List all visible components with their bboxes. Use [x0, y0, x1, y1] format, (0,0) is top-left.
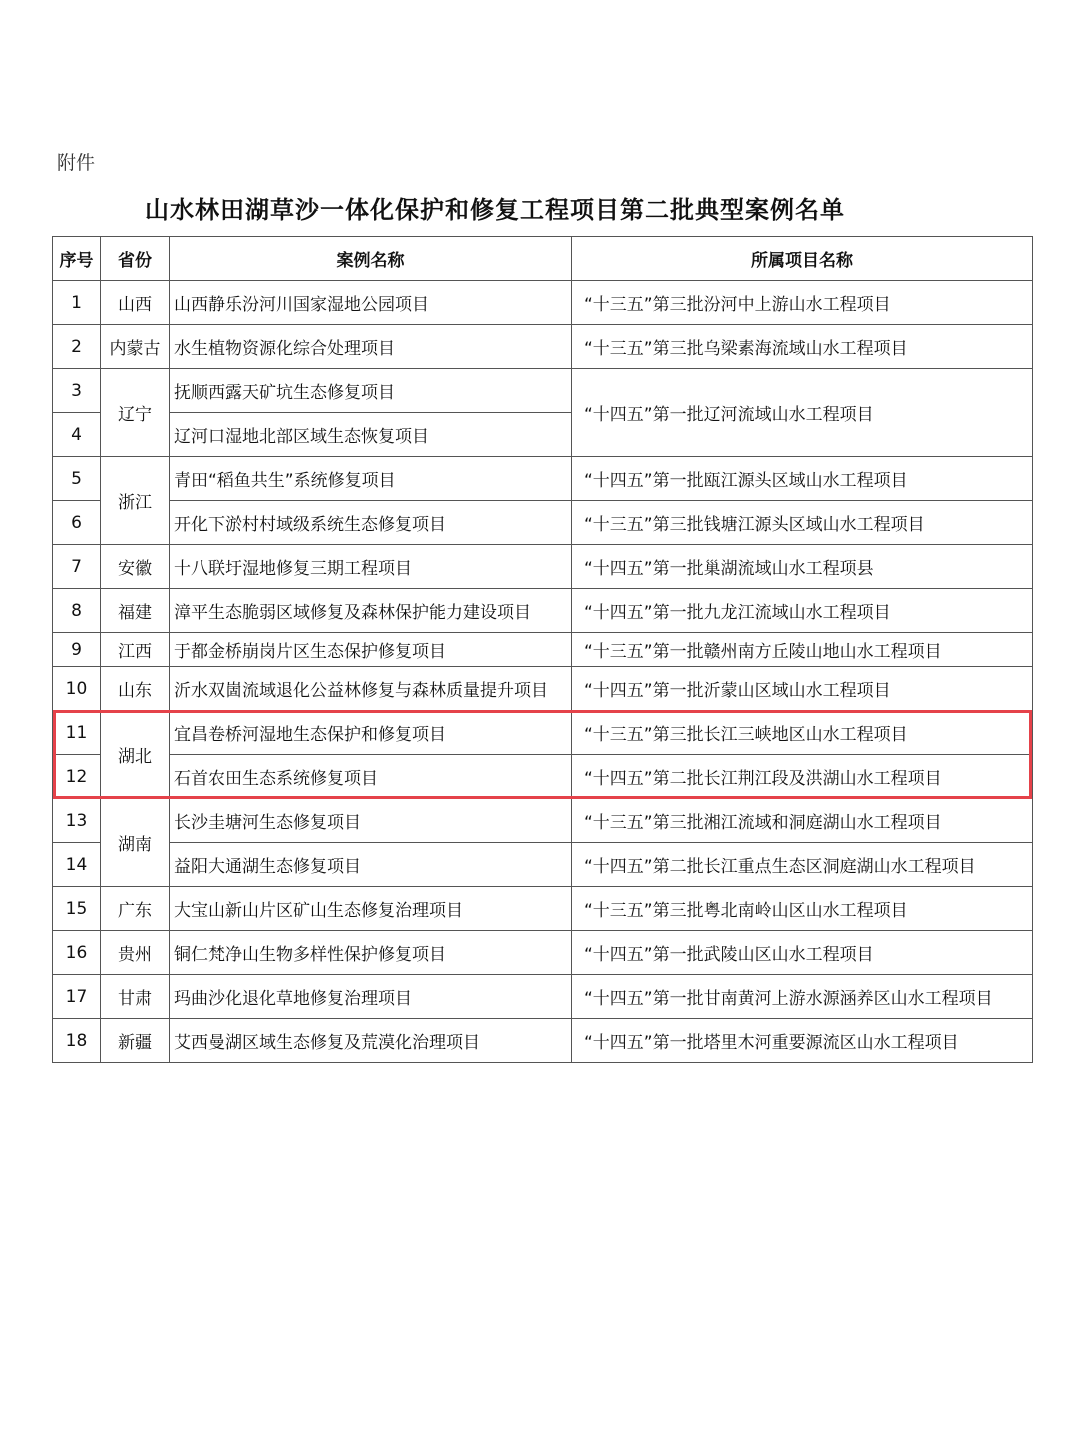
row-number: 3 — [53, 369, 101, 413]
row-project-name: “十四五”第一批塔里木河重要源流区山水工程项目 — [572, 1019, 1033, 1063]
table-row — [53, 281, 1033, 325]
row-province: 甘肃 — [101, 975, 170, 1019]
table-row — [53, 369, 1033, 413]
row-province: 山东 — [101, 667, 170, 711]
table-row — [53, 887, 1033, 931]
row-project-name: “十三五”第三批钱塘江源头区域山水工程项目 — [572, 501, 1033, 545]
row-province: 内蒙古 — [101, 325, 170, 369]
row-number: 16 — [53, 931, 101, 975]
row-province: 浙江 — [101, 457, 170, 545]
table-row — [53, 975, 1033, 1019]
row-case-name: 漳平生态脆弱区域修复及森林保护能力建设项目 — [170, 589, 572, 633]
table-row — [53, 1019, 1033, 1063]
table-row — [53, 545, 1033, 589]
row-number: 15 — [53, 887, 101, 931]
row-project-name: “十四五”第一批甘南黄河上游水源涵养区山水工程项目 — [572, 975, 1033, 1019]
table-row — [53, 589, 1033, 633]
row-number: 13 — [53, 799, 101, 843]
row-number: 1 — [53, 281, 101, 325]
row-province: 湖南 — [101, 799, 170, 887]
column-header-project: 所属项目名称 — [572, 237, 1033, 281]
row-province: 辽宁 — [101, 369, 170, 457]
row-project-name: “十三五”第三批汾河中上游山水工程项目 — [572, 281, 1033, 325]
row-number: 18 — [53, 1019, 101, 1063]
row-project-name: “十四五”第二批长江重点生态区洞庭湖山水工程项目 — [572, 843, 1033, 887]
row-project-name: “十四五”第一批九龙江流域山水工程项目 — [572, 589, 1033, 633]
column-header-province: 省份 — [101, 237, 170, 281]
row-number: 10 — [53, 667, 101, 711]
table-row — [53, 325, 1033, 369]
table-row — [53, 667, 1033, 711]
row-case-name: 沂水双崮流域退化公益林修复与森林质量提升项目 — [170, 667, 572, 711]
row-case-name: 大宝山新山片区矿山生态修复治理项目 — [170, 887, 572, 931]
row-case-name: 水生植物资源化综合处理项目 — [170, 325, 572, 369]
row-project-name: “十四五”第一批沂蒙山区域山水工程项目 — [572, 667, 1033, 711]
table-row — [53, 799, 1033, 843]
row-case-name: 玛曲沙化退化草地修复治理项目 — [170, 975, 572, 1019]
row-number: 2 — [53, 325, 101, 369]
document-title — [0, 190, 990, 225]
table-row — [53, 755, 1033, 799]
column-header-case: 案例名称 — [170, 237, 572, 281]
table-row — [53, 843, 1033, 887]
row-province: 广东 — [101, 887, 170, 931]
row-project-name: “十四五”第一批巢湖流域山水工程项县 — [572, 545, 1033, 589]
row-case-name: 宜昌卷桥河湿地生态保护和修复项目 — [170, 711, 572, 755]
row-case-name: 铜仁梵净山生物多样性保护修复项目 — [170, 931, 572, 975]
row-number: 11 — [53, 711, 101, 755]
row-province: 新疆 — [101, 1019, 170, 1063]
row-project-name: “十三五”第三批乌梁素海流域山水工程项目 — [572, 325, 1033, 369]
row-number: 4 — [53, 413, 101, 457]
row-number: 6 — [53, 501, 101, 545]
row-case-name: 青田“稻鱼共生”系统修复项目 — [170, 457, 572, 501]
row-case-name: 于都金桥崩岗片区生态保护修复项目 — [170, 633, 572, 667]
row-case-name: 山西静乐汾河川国家湿地公园项目 — [170, 281, 572, 325]
row-province: 福建 — [101, 589, 170, 633]
row-case-name: 十八联圩湿地修复三期工程项目 — [170, 545, 572, 589]
row-number: 8 — [53, 589, 101, 633]
case-list-table — [52, 236, 1033, 1063]
row-case-name: 长沙圭塘河生态修复项目 — [170, 799, 572, 843]
table-header-row — [53, 237, 1033, 281]
table-row — [53, 931, 1033, 975]
row-project-name: “十四五”第一批辽河流域山水工程项目 — [572, 369, 1033, 457]
row-project-name: “十三五”第三批湘江流域和洞庭湖山水工程项目 — [572, 799, 1033, 843]
row-province: 安徽 — [101, 545, 170, 589]
row-province: 山西 — [101, 281, 170, 325]
row-number: 17 — [53, 975, 101, 1019]
row-project-name: “十三五”第三批长江三峡地区山水工程项目 — [572, 711, 1033, 755]
row-case-name: 艾西曼湖区域生态修复及荒漠化治理项目 — [170, 1019, 572, 1063]
row-project-name: “十四五”第一批武陵山区山水工程项目 — [572, 931, 1033, 975]
row-province: 江西 — [101, 633, 170, 667]
column-header-no: 序号 — [53, 237, 101, 281]
row-number: 9 — [53, 633, 101, 667]
table-row — [53, 457, 1033, 501]
row-number: 5 — [53, 457, 101, 501]
row-case-name: 抚顺西露天矿坑生态修复项目 — [170, 369, 572, 413]
row-case-name: 辽河口湿地北部区域生态恢复项目 — [170, 413, 572, 457]
table-row — [53, 501, 1033, 545]
table-row — [53, 633, 1033, 667]
row-project-name: “十四五”第二批长江荆江段及洪湖山水工程项目 — [572, 755, 1033, 799]
table-row — [53, 711, 1033, 755]
row-case-name: 开化下淤村村域级系统生态修复项目 — [170, 501, 572, 545]
row-case-name: 石首农田生态系统修复项目 — [170, 755, 572, 799]
row-project-name: “十三五”第三批粤北南岭山区山水工程项目 — [572, 887, 1033, 931]
row-number: 14 — [53, 843, 101, 887]
row-number: 12 — [53, 755, 101, 799]
row-project-name: “十四五”第一批瓯江源头区域山水工程项目 — [572, 457, 1033, 501]
attachment-label: 附件 — [57, 152, 96, 174]
row-project-name: “十三五”第一批赣州南方丘陵山地山水工程项目 — [572, 633, 1033, 667]
row-number: 7 — [53, 545, 101, 589]
row-province: 湖北 — [101, 711, 170, 799]
row-case-name: 益阳大通湖生态修复项目 — [170, 843, 572, 887]
row-province: 贵州 — [101, 931, 170, 975]
document-title-text: 山水林田湖草沙一体化保护和修复工程项目第二批典型案例名单 — [145, 195, 845, 224]
